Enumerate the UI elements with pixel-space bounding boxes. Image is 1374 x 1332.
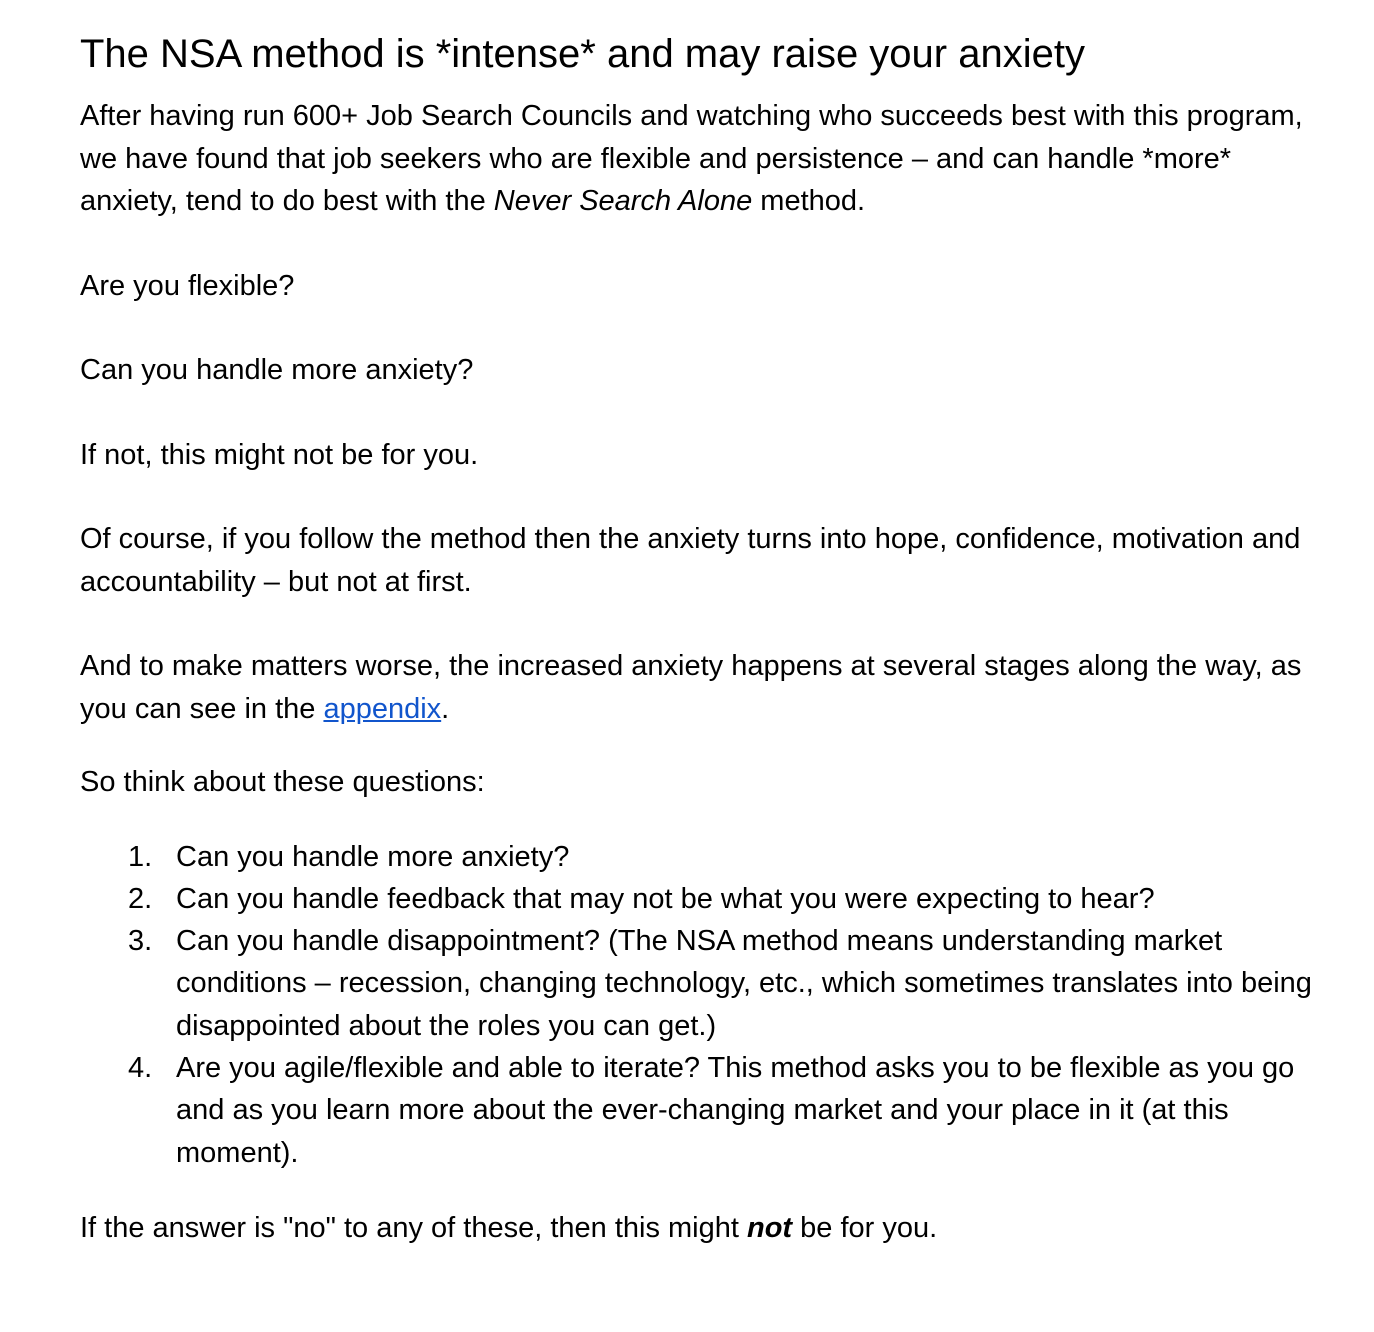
intro-text-before: After having run 600+ Job Search Councils and watching who succeeds best with this program, we have found that job seekers who are flexible and persistence – and can handle *more* anxiety, tend to do best with the xyxy=(80,100,1303,217)
anxiety-question: Can you handle more anxiety? xyxy=(80,354,474,386)
closing-paragraph xyxy=(80,1207,1314,1250)
appendix-link[interactable]: appendix xyxy=(323,692,442,725)
list-item-number: 1. xyxy=(128,840,153,873)
intro-paragraph xyxy=(80,95,1314,223)
worse-paragraph xyxy=(80,645,1314,730)
not-for-you-paragraph: If not, this might not be for you. xyxy=(80,438,479,471)
list-item-text: Can you handle disappointment? (The NSA method means understanding market conditions – recession, changing technology, etc., which sometimes translates into being disappointed about the roles you can get.) xyxy=(176,925,1312,1042)
list-item-number: 2. xyxy=(128,882,153,915)
flexible-question: Are you flexible? xyxy=(80,269,295,302)
list-item-text: Can you handle more anxiety? xyxy=(176,840,570,873)
worse-text-before: And to make matters worse, the increased anxiety happens at several stages along the way, as you can see in the xyxy=(80,650,1302,725)
intro-text-after: method. xyxy=(752,185,866,217)
closing-emphasis: not xyxy=(747,1211,793,1244)
of-course-paragraph: Of course, if you follow the method then the anxiety turns into hope, confidence, motivation and accountability – but not at first. xyxy=(80,523,1301,598)
list-item xyxy=(80,878,1314,920)
closing-text-before: If the answer is "no" to any of these, then this might xyxy=(80,1211,747,1244)
list-item-number: 3. xyxy=(128,925,153,958)
closing-text-after: be for you. xyxy=(792,1211,938,1244)
list-item-text: Are you agile/flexible and able to iterate? This method asks you to be flexible as you go and as you learn more about the ever-changing market and your place in it (at this moment). xyxy=(176,1051,1295,1169)
list-item xyxy=(80,836,1314,878)
list-item xyxy=(80,1047,1314,1174)
think-paragraph: So think about these questions: xyxy=(80,766,485,798)
worse-text-after: . xyxy=(441,692,450,725)
questions-list xyxy=(80,836,1314,1174)
list-item-number: 4. xyxy=(128,1051,153,1084)
list-item xyxy=(80,920,1314,1047)
page-title: The NSA method is *intense* and may raise your anxiety xyxy=(80,32,1085,76)
list-item-text: Can you handle feedback that may not be what you were expecting to hear? xyxy=(176,882,1155,915)
intro-italic-title: Never Search Alone xyxy=(493,185,753,217)
